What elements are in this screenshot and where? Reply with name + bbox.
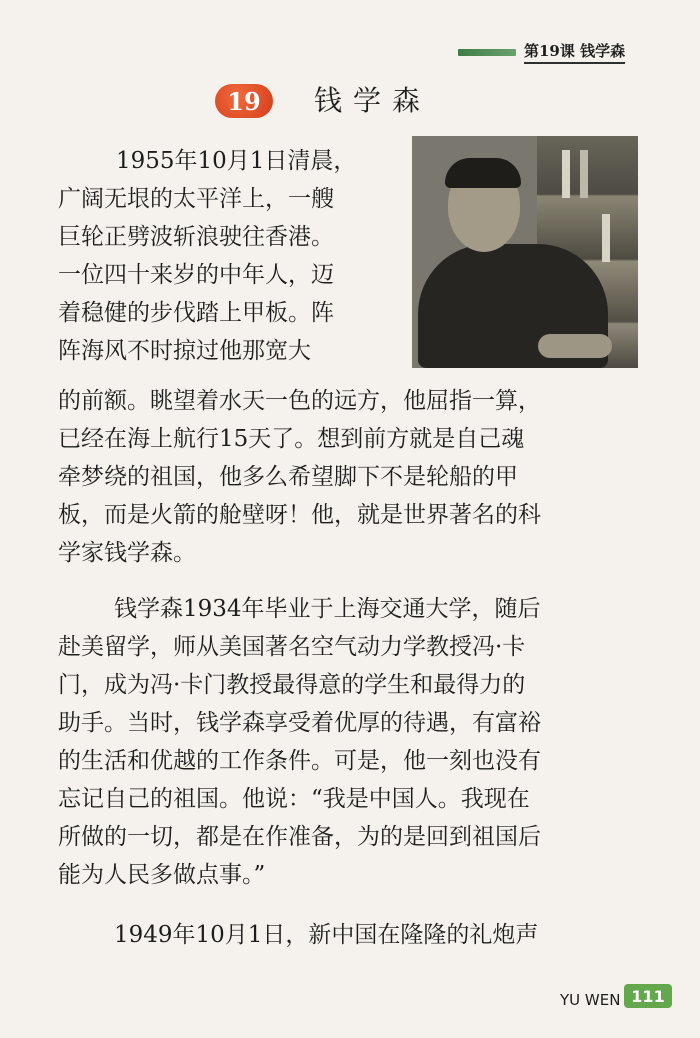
text-line: 1955年10月1日清晨， — [116, 148, 357, 174]
text-line: 广阔无垠的太平洋上，一艘 — [58, 186, 334, 212]
text-line: 忘记自己的祖国。他说：“我是中国人。我现在 — [58, 786, 530, 812]
paragraph-1-full-width — [58, 382, 541, 572]
text-line: 助手。当时，钱学森享受着优厚的待遇，有富裕 — [58, 710, 541, 736]
lesson-number-badge: 19 — [215, 84, 273, 118]
text-line: 学家钱学森。 — [58, 540, 196, 566]
text-line: 板，而是火箭的舱壁呀！他，就是世界著名的科 — [58, 502, 541, 528]
text-line: 门，成为冯·卡门教授最得意的学生和最得力的 — [58, 672, 526, 698]
text-line: 的生活和优越的工作条件。可是，他一刻也没有 — [58, 748, 541, 774]
lesson-header-text: 第19课 钱学森 — [524, 40, 625, 64]
paragraph-2 — [58, 590, 541, 894]
person-hair — [445, 158, 521, 188]
book-spine — [580, 150, 588, 198]
text-line: 牵梦绕的祖国，他多么希望脚下不是轮船的甲 — [58, 464, 518, 490]
page-number: 111 — [624, 984, 672, 1008]
lesson-header — [458, 44, 682, 60]
text-line: 赴美留学，师从美国著名空气动力学教授冯·卡 — [58, 634, 526, 660]
text-line: 所做的一切，都是在作准备，为的是回到祖国后 — [58, 824, 541, 850]
person-hands — [538, 334, 612, 358]
text-line: 着稳健的步伐踏上甲板。阵 — [58, 300, 334, 326]
footer-label: YU WEN — [560, 991, 621, 1009]
paragraph-3 — [58, 916, 538, 954]
text-line: 阵海风不时掠过他那宽大 — [58, 338, 311, 364]
text-line: 一位四十来岁的中年人，迈 — [58, 262, 334, 288]
text-line: 1949年10月1日，新中国在隆隆的礼炮声 — [114, 922, 539, 948]
book-spine — [602, 214, 610, 262]
paragraph-1-wrapped — [58, 142, 356, 370]
text-line: 能为人民多做点事。” — [58, 862, 266, 888]
book-spine — [562, 150, 570, 198]
text-line: 已经在海上航行15天了。想到前方就是自己魂 — [58, 426, 525, 452]
header-accent-bar — [458, 49, 516, 56]
text-line: 的前额。眺望着水天一色的远方，他屈指一算， — [58, 388, 541, 414]
page-title: 钱学森 — [314, 84, 432, 117]
text-line: 巨轮正劈波斩浪驶往香港。 — [58, 224, 334, 250]
portrait-photo — [412, 136, 638, 368]
text-line: 钱学森1934年毕业于上海交通大学，随后 — [114, 596, 541, 622]
